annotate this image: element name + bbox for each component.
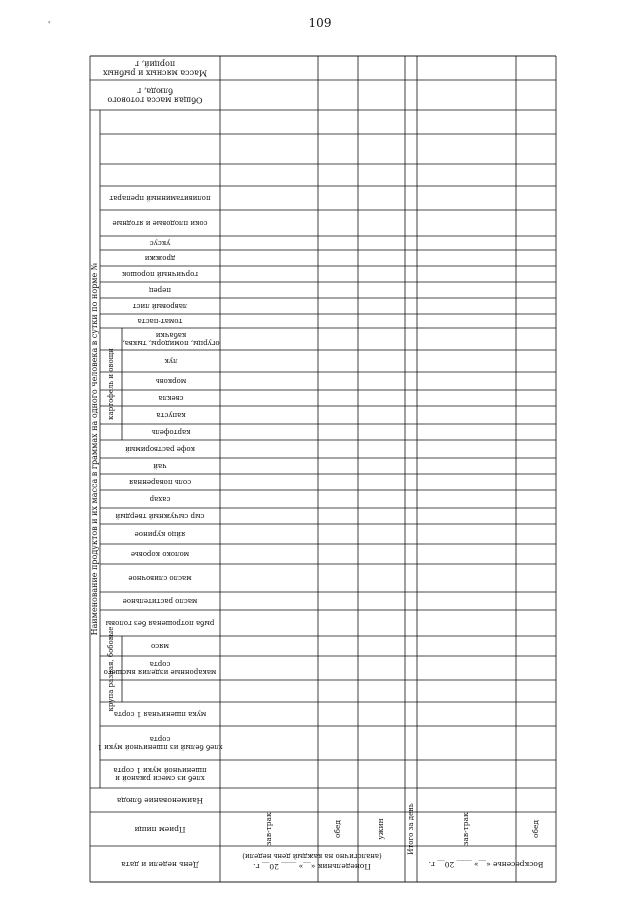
page-number: 109 — [308, 16, 332, 30]
product-label-4: дрожжи — [144, 254, 176, 262]
meal-monday-2: обед — [333, 819, 342, 839]
corner-mark: ' — [48, 20, 51, 29]
meal-label: Прием пищи — [134, 825, 186, 834]
product-label-9: огурцы, помидоры, тыква,кабачки — [122, 330, 220, 348]
monday-note: (аналогично на каждый день недели) — [242, 852, 382, 860]
product-label-19: сыр сычужный твердый — [115, 512, 205, 520]
product-label-10: лук — [164, 357, 178, 365]
product-label-22: масло сливочное — [128, 574, 192, 582]
grits-group-label: крупа разная, бобовые — [107, 626, 115, 712]
sunday-date-label: Воскресенье «__» ____ 20__ г. — [428, 860, 544, 869]
product-label-18: сахар — [149, 495, 171, 503]
product-label-13: капуста — [156, 411, 186, 419]
product-label-23: масло растительное — [122, 597, 198, 605]
header-total-mass: Общая масса готовогоблюда, г — [107, 86, 203, 105]
product-label-20: яйцо куриное — [134, 530, 186, 538]
total-per-day-label: Итого за день — [407, 803, 415, 855]
product-label-17: соль поваренная — [128, 478, 192, 486]
product-label-3: уксус — [149, 239, 171, 247]
monday-date-label: Понедельник «__» ____ 20__ г. — [253, 862, 371, 871]
product-label-15: кофе растворимый — [125, 445, 195, 453]
product-label-6: перец — [149, 286, 171, 294]
meal-sunday-1: зав-трак — [461, 812, 470, 846]
product-label-14: картофель — [151, 428, 191, 436]
product-label-7: лавровый лист — [132, 302, 188, 310]
product-label-2: соки плодовые и ягодные — [112, 219, 208, 227]
product-label-5: горчичный порошок — [121, 270, 199, 278]
product-label-28: хлеб белый из пшеничной муки 1сорта — [97, 734, 223, 752]
product-label-26: макаронные изделия высшегосорта — [103, 659, 217, 677]
product-label-1: поливитаминный препарат — [109, 194, 211, 202]
meal-monday-3: ужин — [376, 818, 385, 840]
meal-monday-1: зав-трак — [264, 812, 273, 846]
vegetable-group-label: картофель и овощи — [107, 348, 115, 420]
product-label-25: мясо — [151, 642, 169, 650]
meal-sunday-2: обед — [531, 819, 540, 839]
product-label-29: хлеб из смеси ржаной ипшеничной муки 1 сорта — [113, 765, 207, 783]
main-caption: Наименование продуктов и их масса в граммах на одного человека в сутки по норме № — [90, 262, 99, 636]
day-date-label: День недели и дата — [121, 860, 199, 869]
product-label-12: свекла — [158, 394, 184, 402]
product-label-24: рыба потрошеная без головы — [105, 619, 215, 627]
dish-name-label: Наименование блюда — [116, 796, 204, 805]
header-portion-mass: Масса мясных и рыбныхпорций, г — [102, 59, 208, 78]
product-label-16: чай — [153, 462, 167, 470]
product-label-21: молоко коровье — [130, 550, 190, 558]
product-label-11: морковь — [155, 377, 187, 385]
product-label-27: мука пшеничная 1 сорта — [113, 710, 207, 718]
product-label-8: томат-паста — [137, 317, 183, 325]
